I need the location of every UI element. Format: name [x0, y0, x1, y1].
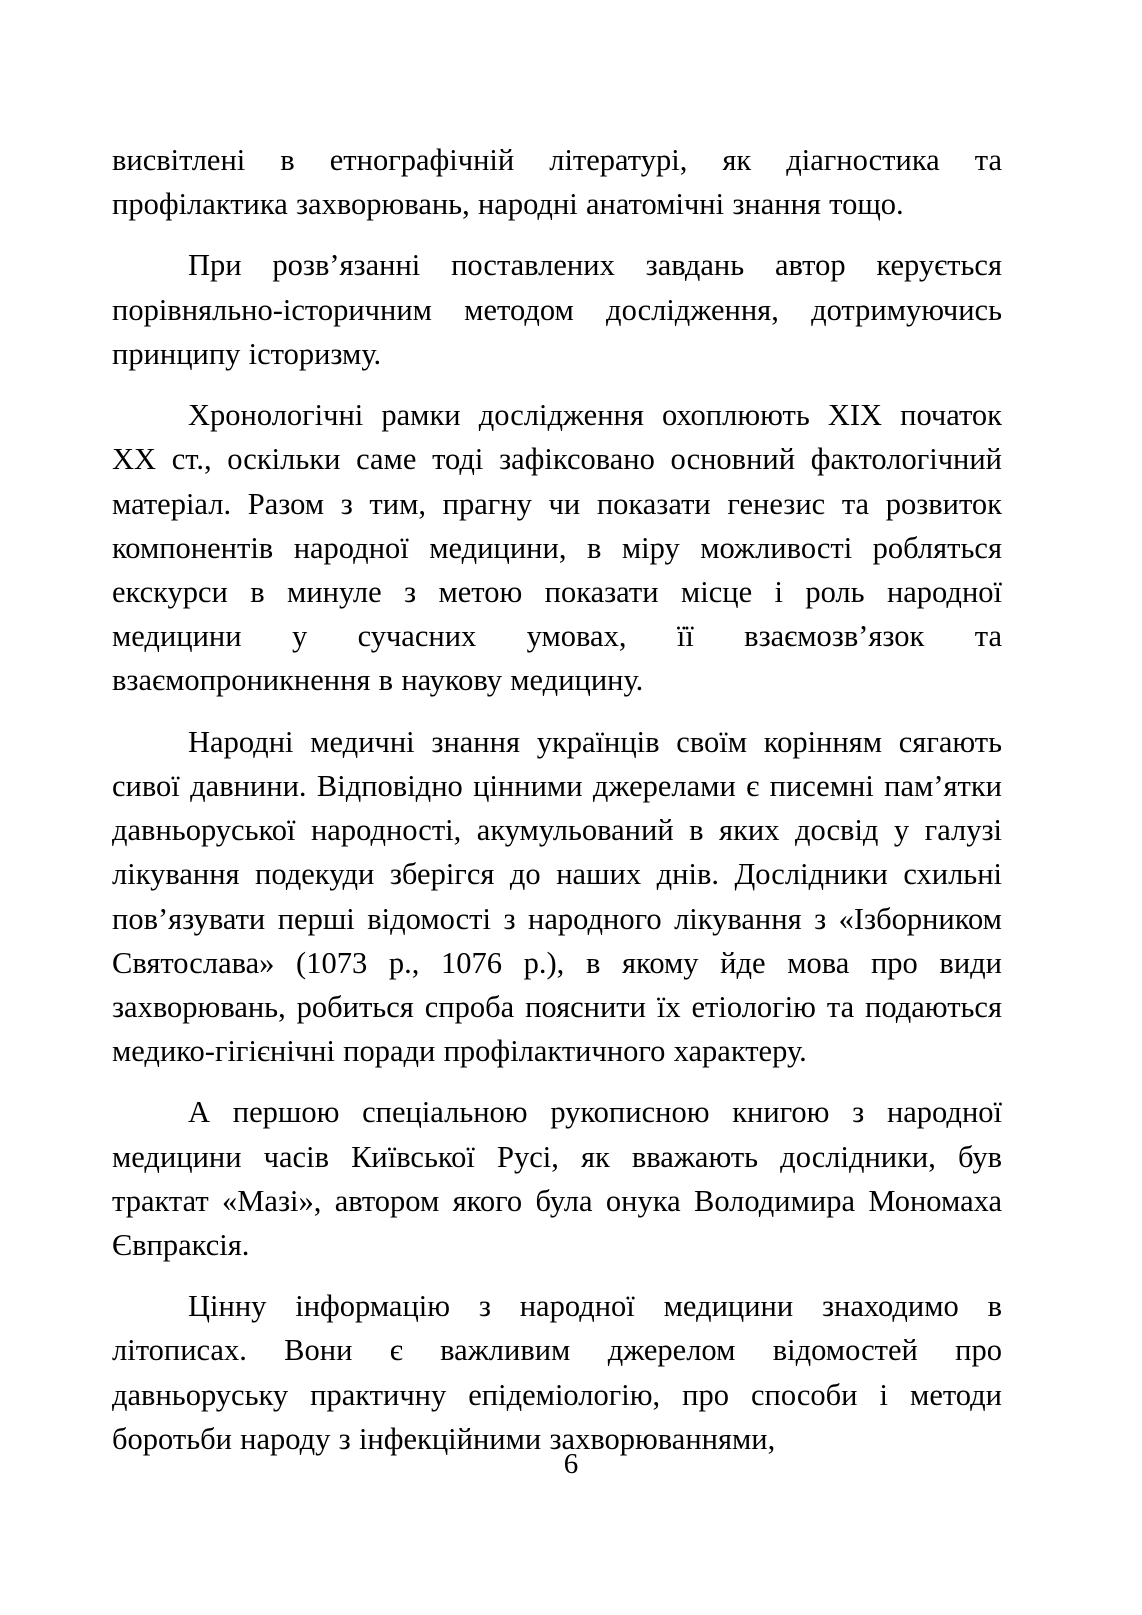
paragraph: Народні медичні знання українців своїм корінням сягають сивої давнини. Відповідно цінними джерелами є писемні пам’ятки давньоруської народності, акумульований в яких досвід у галузі лікування подекуди зберігся до наших днів. Дослідники схильні пов’язувати перші відомості з народного лікування з «Ізборником Святослава» (1073 р., 1076 р.), в якому йде мова про види захворювань, робиться спроба пояснити їх етіологію та подаються медико-гігієнічні поради профілактичного характеру.: [112, 724, 1002, 1069]
paragraph: При розв’язанні поставлених завдань автор керується порівняльно-історичним методом дослідження, дотримуючись принципу історизму.: [112, 248, 1002, 371]
body-text: [112, 138, 1002, 1461]
paragraph: Цінну інформацію з народної медицини знаходимо в літописах. Вони є важливим джерелом відомостей про давньоруську практичну епідеміологію, про способи і методи боротьби народу з інфекційними захворюваннями,: [112, 1289, 1002, 1456]
paragraph: висвітлені в етнографічній літературі, як діагностика та профілактика захворювань, народні анатомічні знання тощо.: [112, 143, 1002, 222]
page-number: 6: [563, 1448, 579, 1480]
paragraph: А першою спеціальною рукописною книгою з народної медицини часів Київської Русі, як вважають дослідники, був трактат «Мазі», автором якого була онука Володимира Мономаха Євпраксія.: [112, 1095, 1002, 1263]
paragraph: Хронологічні рамки дослідження охоплюють ХІХ початок ХХ ст., оскільки саме тоді зафіксовано основний фактологічний матеріал. Разом з тим, прагну чи показати генезис та розвиток компонентів народної медицини, в міру можливості робляться екскурси в минуле з метою показати місце і роль народної медицини у сучасних умовах, її взаємозв’язок та взаємопроникнення в наукову медицину.: [112, 398, 1002, 698]
